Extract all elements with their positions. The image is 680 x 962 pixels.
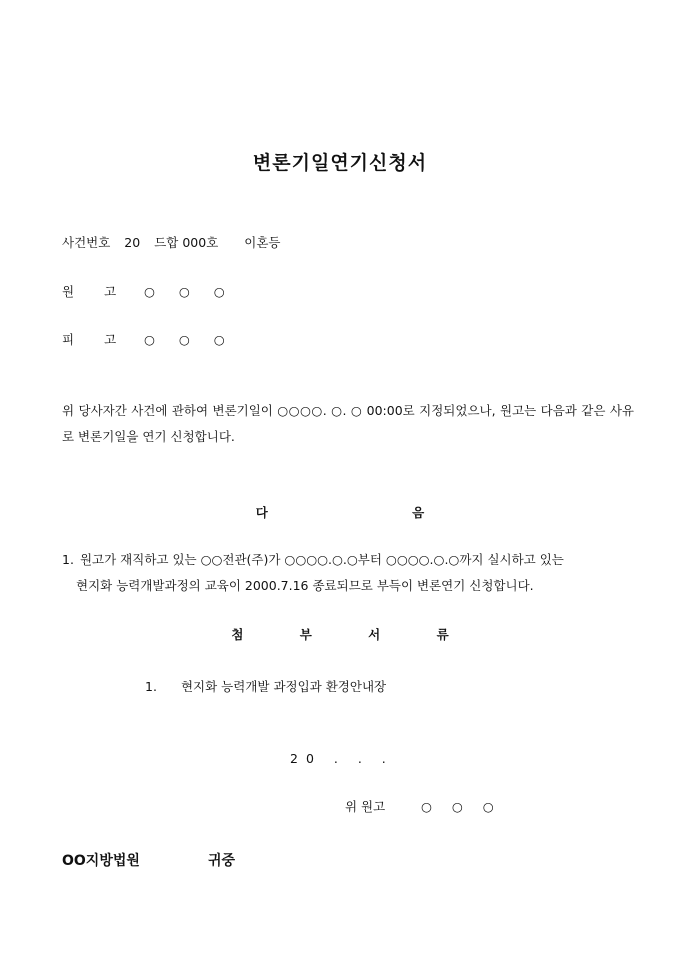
body-paragraph: 위 당사자간 사건에 관하여 변론기일이 ○○○○. ○. ○ 00:00로 지정되었으나, 원고는 다음과 같은 사유로 변론기일을 연기 신청합니다.: [62, 403, 634, 444]
attachment-number: 1.: [145, 679, 157, 694]
reason-line-1: 원고가 재직하고 있는 ○○전관(주)가 ○○○○.○.○부터 ○○○○.○.○까지 실시하고 있는: [79, 552, 564, 567]
signature-row: [345, 797, 502, 815]
defendant-row: [62, 330, 235, 348]
case-number: 000호: [182, 235, 219, 250]
signature-name: ○ ○ ○: [420, 799, 502, 814]
document-title: 변론기일연기신청서: [252, 152, 428, 174]
signature-label: 위 원고: [345, 799, 386, 814]
case-type: 드합: [154, 235, 179, 250]
case-number-row: [62, 233, 291, 251]
plaintiff-name: ○ ○ ○: [143, 284, 235, 299]
attachment-item: [145, 677, 386, 695]
reason-line-2: 현지화 능력개발과정의 교육이 2000.7.16 종료되므로 부득이 변론연기 신청합니다.: [76, 578, 534, 593]
attachment-text: 현지화 능력개발 과정입과 환경안내장: [180, 679, 387, 694]
defendant-name: ○ ○ ○: [143, 332, 235, 347]
plaintiff-label: 원고: [62, 284, 147, 299]
reason-number: 1.: [62, 552, 74, 567]
case-number-label: 사건번호: [62, 235, 111, 250]
case-name: 이혼등: [244, 235, 281, 250]
attachments-heading: 첨 부 서 류: [231, 627, 475, 642]
case-year: 20: [124, 235, 141, 250]
plaintiff-row: [62, 282, 235, 300]
respect-text: 귀중: [208, 853, 236, 869]
reason-item: [62, 547, 634, 599]
date-line: 20 . . .: [290, 751, 394, 766]
next-heading: 다 음: [255, 505, 495, 520]
defendant-label: 피고: [62, 332, 147, 347]
court-name: OO지방법원: [62, 853, 140, 869]
